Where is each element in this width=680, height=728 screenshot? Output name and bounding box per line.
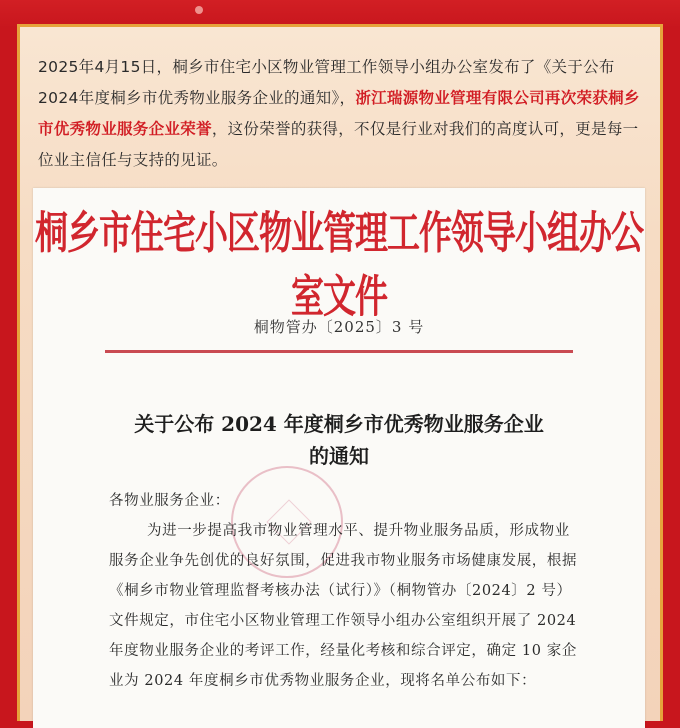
document-image bbox=[33, 188, 645, 728]
document-header: 桐乡市住宅小区物业管理工作领导小组办公室文件 bbox=[35, 206, 643, 323]
document-number: 桐物管办〔2025〕3 号 bbox=[253, 318, 425, 336]
document-title-line1: 关于公布 2024 年度桐乡市优秀物业服务企业 bbox=[134, 412, 544, 436]
document-title-line2: 的通知 bbox=[309, 444, 369, 468]
document-title bbox=[73, 408, 605, 472]
decorative-dot bbox=[195, 6, 203, 14]
intro-text-before: 2025年4月15日，桐乡市住宅小区物业管理工作领导小组办公室发布了《关于公布2024年度桐乡市优秀物业服务企业的通知》， bbox=[38, 58, 615, 107]
intro-highlight: 浙江瑞源物业管理有限公司再次荣获桐乡市优秀物业服务企业荣誉 bbox=[38, 89, 640, 138]
document-salutation: 各物业服务企业： bbox=[109, 493, 230, 509]
intro-paragraph bbox=[38, 52, 648, 176]
intro-text-after: ，这份荣誉的获得，不仅是行业对我们的高度认可，更是每一位业主信任与支持的见证。 bbox=[38, 120, 639, 169]
document-body bbox=[109, 486, 584, 696]
header-divider bbox=[105, 350, 573, 353]
document-paragraph: 为进一步提高我市物业管理水平、提升物业服务品质，形成物业服务企业争先创优的良好氛围，促进我市物业服务市场健康发展，根据《桐乡市物业管理监督考核办法（试行）》（桐物管办〔2024〕2 号）文件规定，市住宅小区物业管理工作领导小组办公室组织开展了 2024 年度物业服务企业的考评工作，经量化考核和综合评定，确定 10 家企业为 2024 年度桐乡市优秀物业服务企业，现将名单公布如下： bbox=[109, 523, 578, 689]
